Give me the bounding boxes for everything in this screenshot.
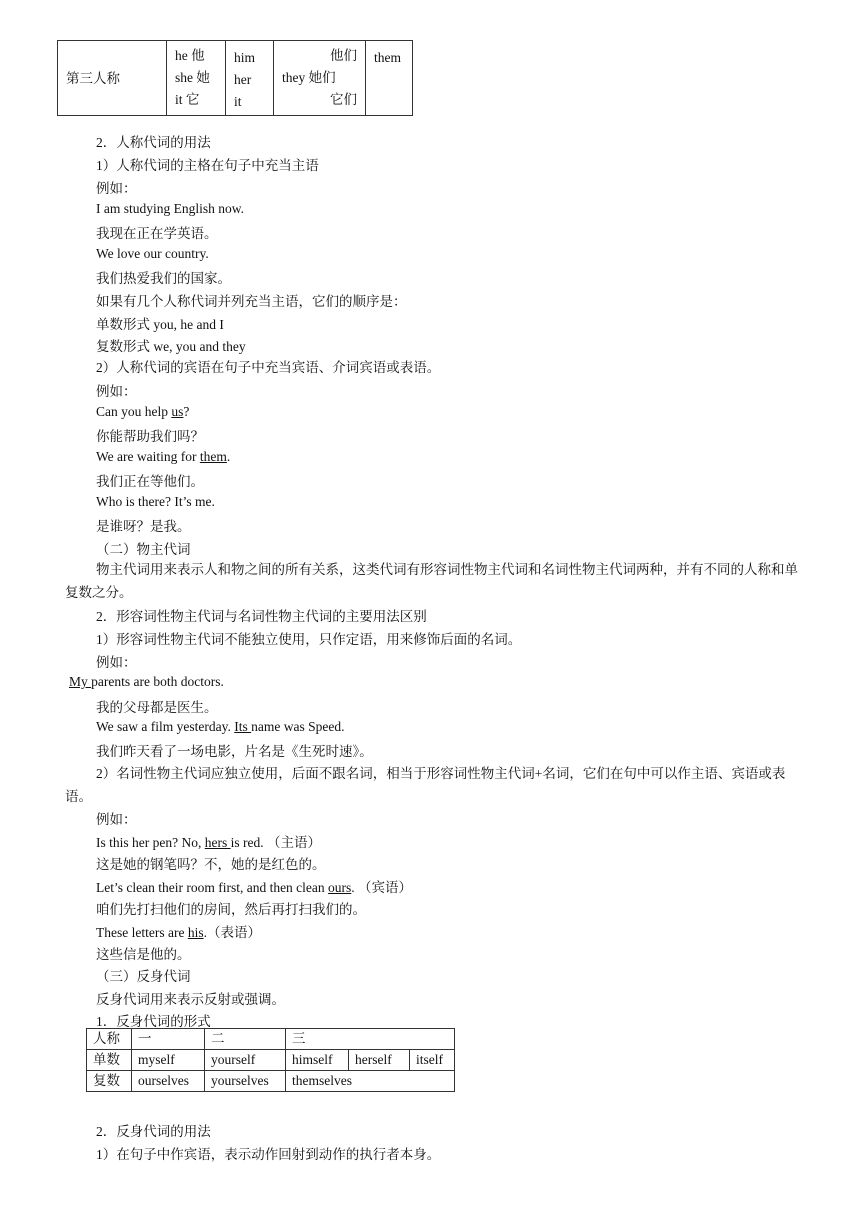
table-cell: myself [132, 1050, 205, 1071]
example-sentence: Can you help us? [96, 404, 190, 419]
row-label: 第三人称 [58, 41, 167, 116]
example-sentence: Let’s clean their room first, and then clean ours. （宾语） [96, 880, 413, 895]
plural-subject-pronouns: 他们 they 她们 它们 [274, 41, 366, 116]
rule-text: 1）人称代词的主格在句子中充当主语 [96, 158, 319, 173]
example-sentence: Is this her pen? No, hers is red. （主语） [96, 835, 321, 850]
example-translation: 这些信是他的。 [96, 947, 191, 962]
example-translation: 我们正在等他们。 [96, 474, 204, 489]
example-sentence: These letters are his.（表语） [96, 925, 261, 940]
example-label: 例如： [96, 181, 137, 196]
example-translation: 是谁呀？是我。 [96, 519, 191, 534]
order-singular: 单数形式 you, he and I [96, 317, 224, 332]
object-pronouns: him her it [226, 41, 274, 116]
table-cell: himself [286, 1050, 349, 1071]
example-label: 例如： [96, 812, 137, 827]
reflexive-pronoun-table [86, 1028, 455, 1092]
table-cell: ourselves [132, 1071, 205, 1092]
example-translation: 我的父母都是医生。 [96, 700, 218, 715]
rule-text: 1）在句子中作宾语，表示动作回射到动作的执行者本身。 [96, 1147, 441, 1162]
rule-text: 1）形容词性物主代词不能独立使用，只作定语，用来修饰后面的名词。 [96, 632, 522, 647]
subject-pronouns: he 他 she 她 it 它 [167, 41, 226, 116]
table-header: 一 [132, 1029, 205, 1050]
section-heading: 1．反身代词的形式 [96, 1014, 211, 1029]
example-label: 例如： [96, 384, 137, 399]
example-translation: 我现在正在学英语。 [96, 226, 218, 241]
table-header: 三 [286, 1029, 455, 1050]
example-sentence: My parents are both doctors. [69, 674, 224, 689]
rule-text: 反身代词用来表示反射或强调。 [96, 992, 285, 1007]
paragraph: 物主代词用来表示人和物之间的所有关系，这类代词有形容词性物主代词和名词性物主代词两种，并有不同的人称和单复数之分。 [65, 562, 798, 600]
example-sentence: We are waiting for them. [96, 449, 231, 464]
example-translation: 咱们先打扫他们的房间，然后再打扫我们的。 [96, 902, 366, 917]
section-heading: （三）反身代词 [96, 969, 191, 984]
example-sentence: We love our country. [96, 246, 209, 261]
table-cell: herself [349, 1050, 410, 1071]
section-heading: 2．反身代词的用法 [96, 1124, 211, 1139]
rule-text: 如果有几个人称代词并列充当主语，它们的顺序是： [96, 294, 407, 309]
table-cell: yourself [205, 1050, 286, 1071]
section-heading: （二）物主代词 [96, 542, 191, 557]
order-plural: 复数形式 we, you and they [96, 339, 246, 354]
example-sentence: Who is there? It’s me. [96, 494, 215, 509]
rule-text: 2）人称代词的宾语在句子中充当宾语、介词宾语或表语。 [96, 360, 441, 375]
section-heading: 2．人称代词的用法 [96, 135, 211, 150]
row-label: 复数 [87, 1071, 132, 1092]
section-heading: 2．形容词性物主代词与名词性物主代词的主要用法区别 [96, 609, 427, 624]
paragraph: 2）名词性物主代词应独立使用，后面不跟名词，相当于形容词性物主代词+名词，它们在句中可以作主语、宾语或表语。 [65, 766, 786, 804]
table-header: 二 [205, 1029, 286, 1050]
row-label: 单数 [87, 1050, 132, 1071]
example-translation: 我们热爱我们的国家。 [96, 271, 231, 286]
example-label: 例如： [96, 655, 137, 670]
table-cell: itself [410, 1050, 455, 1071]
example-translation: 这是她的钢笔吗？不，她的是红色的。 [96, 857, 326, 872]
example-translation: 你能帮助我们吗？ [96, 429, 204, 444]
table-cell: yourselves [205, 1071, 286, 1092]
plural-object-pronoun: them [366, 41, 413, 116]
table-cell: themselves [286, 1071, 455, 1092]
example-sentence: We saw a film yesterday. Its name was Speed. [96, 719, 345, 734]
table-header: 人称 [87, 1029, 132, 1050]
example-sentence: I am studying English now. [96, 201, 244, 216]
third-person-pronoun-table [57, 40, 413, 116]
example-translation: 我们昨天看了一场电影，片名是《生死时速》。 [96, 744, 373, 759]
